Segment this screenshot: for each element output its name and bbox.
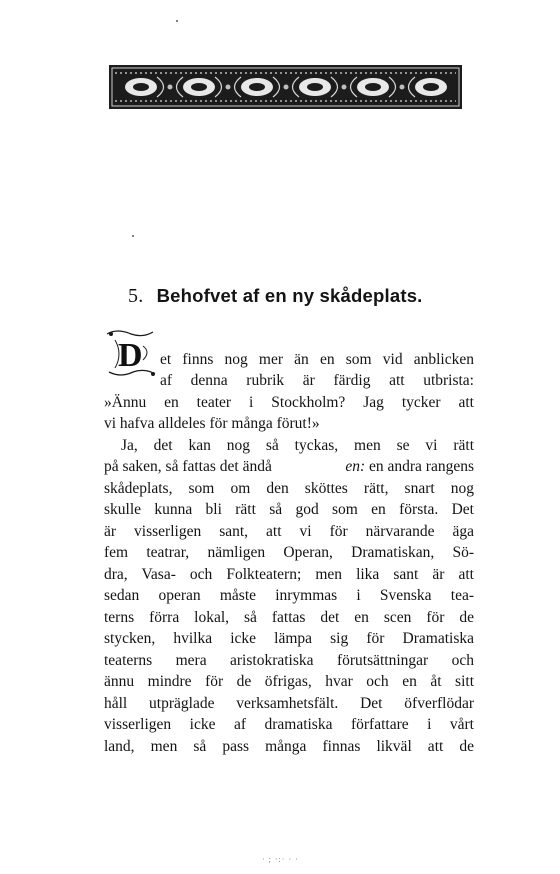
text-fragment: en andra rangens xyxy=(368,458,474,475)
text-line: sedan operan måste inrymmas i Svenska tea- xyxy=(104,587,474,604)
emphasized-word: en: xyxy=(345,458,366,475)
text-line: dra, Vasa- och Folkteatern; men lika sant är att xyxy=(104,566,474,583)
text-line: et finns nog mer än en som vid anblicken xyxy=(160,351,474,368)
page-bottom-marks: · ; ·:· · · xyxy=(262,855,299,864)
chapter-heading xyxy=(128,285,423,308)
emphasis-fragment xyxy=(345,457,474,477)
text-line: ännu mindre för de öfrigas, hvar och en åt sitt xyxy=(104,673,474,690)
text-line: skulle kunna bli rätt så god som en första. Det xyxy=(104,501,474,518)
text-line xyxy=(104,457,474,477)
text-line: håll utpräglade verksamhetsfält. Det öfverflödar xyxy=(104,695,474,712)
text-line: vi hafva alldeles för många förut!» xyxy=(104,415,320,432)
page-speck xyxy=(176,20,178,22)
chapter-number: 5. xyxy=(128,285,144,307)
text-line: »Ännu en teater i Stockholm? Jag tycker att xyxy=(104,394,474,411)
text-line: visserligen icke af dramatiska författare i vårt xyxy=(104,716,474,733)
decorated-initial-letter xyxy=(103,328,159,378)
initial-letter-glyph: D xyxy=(118,337,143,374)
text-line: fem teatrar, nämligen Operan, Dramatiskan, Sö- xyxy=(104,544,474,561)
text-line: af denna rubrik är färdig att utbrista: xyxy=(160,372,474,389)
decorative-header-ornament xyxy=(109,65,462,109)
text-line: är visserligen sant, att vi för närvarande äga xyxy=(104,523,474,540)
chapter-title: Behofvet af en ny skådeplats. xyxy=(156,285,423,306)
text-line: teaterns mera aristokratiska förutsättningar och xyxy=(104,652,474,669)
text-fragment: på saken, så fattas det ändå xyxy=(104,458,272,475)
text-line: skådeplats, som om den sköttes rätt, snart nog xyxy=(104,480,474,497)
page-speck xyxy=(132,235,134,237)
text-line: Ja, det kan nog så tyckas, men se vi rätt xyxy=(121,437,474,454)
text-line: terns förra lokal, så fattas det en scen för de xyxy=(104,609,474,626)
text-line: land, men så pass många finnas likväl att de xyxy=(104,738,474,755)
text-line: stycken, hvilka icke lämpa sig för Dramatiska xyxy=(104,630,474,647)
